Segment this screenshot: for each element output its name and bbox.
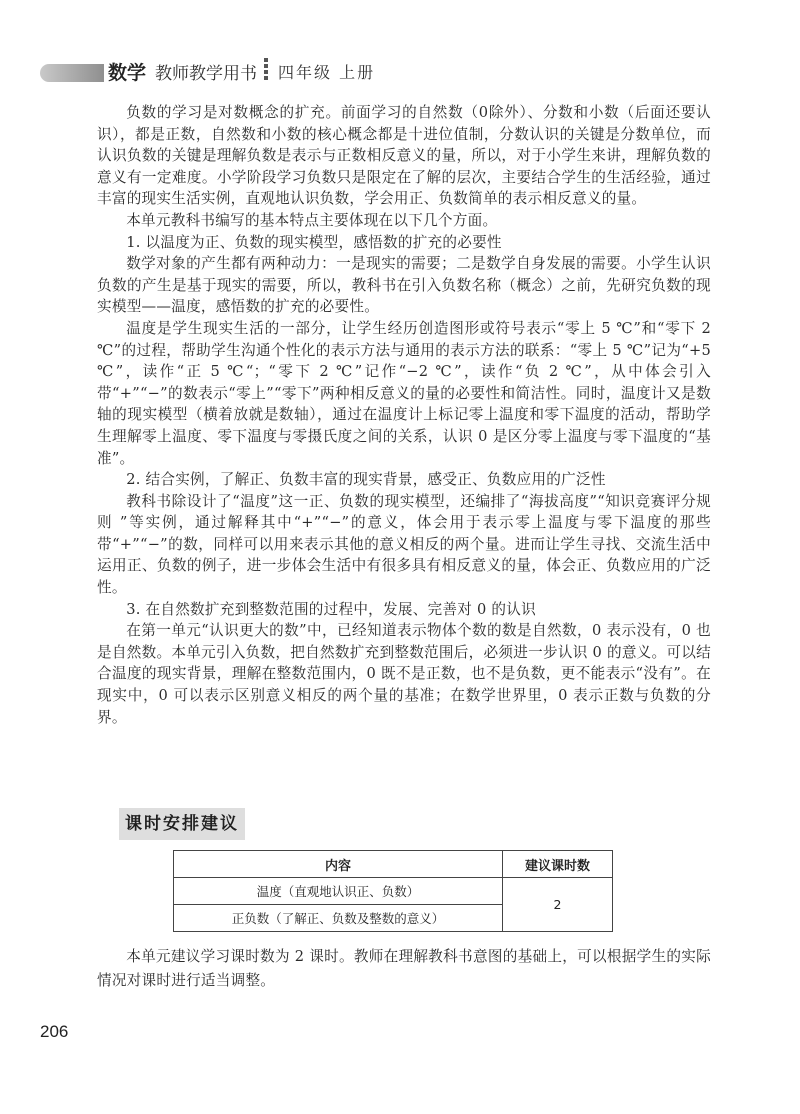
paragraph-intro: 负数的学习是对数概念的扩充。前面学习的自然数（0除外）、分数和小数（后面还要认识），都是正数，自然数和小数的核心概念都是十进位值制，分数认识的关键是分数单位，而认识负数的关键是理解负数是表示与正数相反意义的量，所以，对于小学生来讲，理解负数的意义有一定难度。小学阶段学习负数只是限定在了解的层次，主要结合学生的生活经验，通过丰富的现实生活实例，直观地认识负数，学会用正、负数简单的表示相反意义的量。 — [97, 104, 711, 208]
paragraph-overview: 本单元教科书编写的基本特点主要体现在以下几个方面。 — [126, 211, 498, 229]
closing-text — [97, 945, 711, 993]
point-1-paragraph-b: 温度是学生现实生活的一部分，让学生经历创造图形或符号表示“零上 5 ℃”和“零下 2 ℃”的过程，帮助学生沟通个性化的表示方法与通用的表示方法的联系：“零上 5 ℃”记为“+5 ℃”，读作“正 5 ℃“；“零下 2 ℃”记作“−2 ℃”，读作“负 2 ℃”，从中体会引入带“+”“−”的数表示“零上”“零下”两种相反意义的量的必要性和简洁性。同时，温度计又是数轴的现实模型（横着放就是数轴），通过在温度计上标记零上温度和零下温度的活动，帮助学生理解零上温度、零下温度与零摄氏度之间的关系，认识 0 是区分零上温度与零下温度的“基准”。 — [97, 319, 711, 467]
page-number: 206 — [40, 1022, 69, 1041]
point-1-heading: 1. 以温度为正、负数的现实模型，感悟数的扩充的必要性 — [126, 233, 502, 251]
header-subject: 数学 — [108, 62, 147, 84]
point-3-paragraph: 在第一单元“认识更大的数”中，已经知道表示物体个数的数是自然数，0 表示没有，0 也是自然数。本单元引入负数，把自然数扩充到整数范围后，必须进一步认识 0 的意义。可以结合温度的现实背景，理解在整数范围内，0 既不是正数，也不是负数，更不能表示“没有”。在现实中，0 可以表示区别意义相反的两个量的基准；在数学世界里，0 表示正数与负数的分界。 — [97, 622, 711, 726]
header-decoration-bar — [40, 64, 104, 82]
running-header — [0, 56, 800, 86]
header-grade: 四年级 上册 — [278, 63, 376, 82]
table-cell-hours: 2 — [503, 878, 613, 932]
table-row — [174, 878, 613, 905]
header-book-title: 教师教学用书 — [155, 64, 257, 84]
point-3-heading: 3. 在自然数扩充到整数范围的过程中，发展、完善对 0 的认识 — [126, 600, 536, 618]
table-header-row — [174, 851, 613, 878]
header-separator — [264, 58, 268, 80]
point-1-paragraph-a: 数学对象的产生都有两种动力：一是现实的需要；二是数学自身发展的需要。小学生认识负数的产生是基于现实的需要，所以，教科书在引入负数名称（概念）之前，先研究负数的现实模型——温度，感悟数的扩充的必要性。 — [97, 255, 711, 316]
section-title: 课时安排建议 — [119, 808, 245, 840]
table-cell-content: 温度（直观地认识正、负数） — [174, 878, 503, 905]
point-2-paragraph: 教科书除设计了“温度”这一正、负数的现实模型，还编排了“海拔高度”“知识竞赛评分规则 ”等实例，通过解释其中“+”“−”的意义，体会用于表示零上温度与零下温度的那些带“+”“−”的数，同样可以用来表示其他的意义相反的两个量。进而让学生寻找、交流生活中运用正、负数的例子，进一步体会生活中有很多具有相反意义的量，体会正、负数应用的广泛性。 — [97, 492, 711, 597]
closing-paragraph: 本单元建议学习课时数为 2 课时。教师在理解教科书意图的基础上，可以根据学生的实际情况对课时进行适当调整。 — [97, 948, 711, 989]
table-header-content: 内容 — [174, 851, 503, 878]
point-2-heading: 2. 结合实例，了解正、负数丰富的现实背景，感受正、负数应用的广泛性 — [126, 471, 606, 489]
body-text — [97, 102, 711, 728]
lesson-plan-table — [173, 850, 613, 932]
table-header-hours: 建议课时数 — [503, 851, 613, 878]
table-cell-content: 正负数（了解正、负数及整数的意义） — [174, 905, 503, 932]
